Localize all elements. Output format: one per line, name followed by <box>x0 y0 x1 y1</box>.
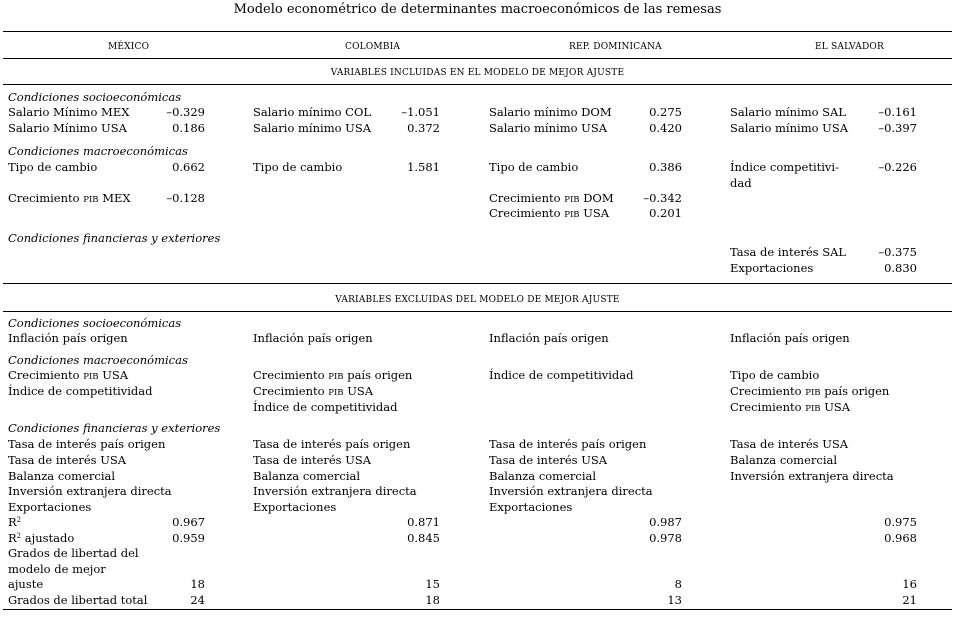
excluded-colombia-fin-item: Tasa de interés país origen <box>253 437 411 451</box>
excluded-colombia-fin-item: Balanza comercial <box>253 468 361 483</box>
included-salvador-label: Índice competitivi- <box>730 160 839 174</box>
excluded-colombia-fin-item: Tasa de interés USA <box>253 452 372 467</box>
included-colombia-value: –1.051 <box>401 105 440 119</box>
included-colombia-label: Salario mínimo USA <box>253 121 372 135</box>
excluded-colombia-macro-item: Crecimiento PIB país origen <box>253 368 413 382</box>
included-dominicana-value: 0.420 <box>649 121 682 135</box>
excluded-dominicana-macro-item: Índice de competitividad <box>489 368 634 382</box>
excluded-mexico-fin-item: Tasa de interés país origen <box>8 437 166 451</box>
excluded-dominicana-fin-item: Tasa de interés país origen <box>489 437 647 451</box>
excluded-salvador-fin-item: Tasa de interés USA <box>730 437 849 451</box>
included-dominicana-label: Crecimiento PIB DOM <box>489 191 614 205</box>
header-rule <box>3 58 952 59</box>
table-title: Modelo econométrico de determinantes macroeconómicos de las remesas <box>233 2 722 17</box>
stat-gl-colombia: 15 <box>425 577 440 591</box>
col-header-colombia: COLOMBIA <box>345 42 401 52</box>
stat-gl_total-colombia: 18 <box>425 593 440 607</box>
stat-r2adj-dominicana: 0.978 <box>649 531 682 545</box>
stat-r2-salvador: 0.975 <box>884 515 917 529</box>
excluded-mexico-fin-item: Inversión extranjera directa <box>8 484 172 499</box>
included-dominicana-label: Crecimiento PIB USA <box>489 206 610 220</box>
group-heading-socio: Condiciones socioeconómicas <box>8 90 182 104</box>
included-dominicana-label: Salario mínimo DOM <box>489 105 612 119</box>
included-colombia-value: 0.372 <box>407 121 440 135</box>
excluded-mexico-socio-item: Inflación país origen <box>8 331 128 345</box>
included-salvador-value: –0.375 <box>878 245 917 259</box>
included-dominicana-label: Tipo de cambio <box>489 160 579 174</box>
included-salvador-label: Exportaciones <box>730 261 814 275</box>
included-salvador-label: Salario mínimo SAL <box>730 105 846 119</box>
section-rule-2 <box>3 311 952 312</box>
group-heading-fin-excl: Condiciones financieras y exteriores <box>8 421 221 435</box>
stat-gl-mexico: 18 <box>190 577 205 591</box>
stat-r2adj-mexico: 0.959 <box>172 531 205 545</box>
stat-gl-salvador: 16 <box>902 577 917 591</box>
excluded-colombia-macro-item: Índice de competitividad <box>253 399 398 414</box>
excluded-dominicana-fin-item: Balanza comercial <box>489 468 597 483</box>
group-heading-macro-excl: Condiciones macroeconómicas <box>8 353 188 367</box>
stat-gl-total-label: Grados de libertad total <box>8 593 148 607</box>
included-mexico-label: Salario Mínimo USA <box>8 121 127 135</box>
included-colombia-label: Tipo de cambio <box>253 160 343 174</box>
top-rule <box>3 31 952 32</box>
included-salvador-value: –0.161 <box>878 105 917 119</box>
stat-gl-label: ajuste <box>8 577 44 591</box>
excluded-mexico-macro-item: Índice de competitividad <box>8 383 153 398</box>
included-dominicana-value: 0.275 <box>649 105 682 119</box>
included-mexico-value: 0.186 <box>172 121 205 135</box>
stat-r2-label: $R^2$ <box>8 515 22 529</box>
excluded-salvador-macro-item: Crecimiento PIB USA <box>730 399 851 414</box>
included-salvador-label: Tasa de interés SAL <box>730 245 847 259</box>
excluded-mexico-fin-item: Exportaciones <box>8 500 92 515</box>
excluded-dominicana-socio-item: Inflación país origen <box>489 331 609 345</box>
included-mexico-value: –0.128 <box>166 191 205 205</box>
included-mexico-value: –0.329 <box>166 105 205 119</box>
included-dominicana-label: Salario mínimo USA <box>489 121 608 135</box>
excluded-salvador-fin-item: Inversión extranjera directa <box>730 468 894 483</box>
stat-r2adj-salvador: 0.968 <box>884 531 917 545</box>
included-dominicana-value: –0.342 <box>643 191 682 205</box>
excluded-colombia-fin-item: Exportaciones <box>253 500 337 515</box>
excluded-salvador-macro-item: Crecimiento PIB país origen <box>730 383 890 398</box>
stat-gl_total-salvador: 21 <box>902 593 917 607</box>
section-included-heading: VARIABLES INCLUIDAS EN EL MODELO DE MEJOR AJUSTE <box>330 68 625 78</box>
included-mexico-label: Crecimiento PIB MEX <box>8 191 131 205</box>
excluded-mexico-fin-item: Tasa de interés USA <box>8 452 127 467</box>
excluded-mexico-macro-item: Crecimiento PIB USA <box>8 368 129 382</box>
included-salvador-value: –0.397 <box>878 121 917 135</box>
excluded-colombia-macro-item: Crecimiento PIB USA <box>253 383 374 398</box>
stat-r2-mexico: 0.967 <box>172 515 205 529</box>
group-heading-fin: Condiciones financieras y exteriores <box>8 231 221 245</box>
group-heading-socio-excl: Condiciones socioeconómicas <box>8 316 182 330</box>
included-mexico-value: 0.662 <box>172 160 205 174</box>
stat-gl_total-dominicana: 13 <box>667 593 682 607</box>
stat-gl-dominicana: 8 <box>674 577 682 591</box>
group-heading-macro: Condiciones macroeconómicas <box>8 144 188 158</box>
stat-r2-dominicana: 0.987 <box>649 515 682 529</box>
included-mexico-label: Tipo de cambio <box>8 160 98 174</box>
included-salvador-value: –0.226 <box>878 160 917 174</box>
section-rule-1 <box>3 84 952 85</box>
bottom-rule <box>3 609 952 610</box>
stat-r2adj-colombia: 0.845 <box>407 531 440 545</box>
excluded-salvador-socio-item: Inflación país origen <box>730 331 850 345</box>
excluded-colombia-socio-item: Inflación país origen <box>253 331 373 345</box>
stat-gl_total-mexico: 24 <box>190 593 205 607</box>
stat-r2adj-label: $R^2$ ajustado <box>8 531 75 545</box>
mid-rule <box>3 283 952 284</box>
excluded-salvador-macro-item: Tipo de cambio <box>730 368 820 382</box>
included-salvador-value: 0.830 <box>884 261 917 275</box>
col-header-mexico: MÉXICO <box>108 42 150 52</box>
excluded-dominicana-fin-item: Inversión extranjera directa <box>489 484 653 499</box>
included-dominicana-value: 0.201 <box>649 206 682 220</box>
excluded-colombia-fin-item: Inversión extranjera directa <box>253 484 417 499</box>
stat-gl-label: modelo de mejor <box>8 561 106 576</box>
excluded-salvador-fin-item: Balanza comercial <box>730 452 838 467</box>
stat-r2-colombia: 0.871 <box>407 515 440 529</box>
excluded-mexico-fin-item: Balanza comercial <box>8 468 116 483</box>
excluded-dominicana-fin-item: Tasa de interés USA <box>489 452 608 467</box>
included-colombia-value: 1.581 <box>407 160 440 174</box>
included-salvador-label: Salario mínimo USA <box>730 121 849 135</box>
included-dominicana-value: 0.386 <box>649 160 682 174</box>
included-colombia-label: Salario mínimo COL <box>253 105 372 119</box>
excluded-dominicana-fin-item: Exportaciones <box>489 500 573 515</box>
stat-gl-label: Grados de libertad del <box>8 546 139 560</box>
section-excluded-heading: VARIABLES EXCLUIDAS DEL MODELO DE MEJOR AJUSTE <box>335 295 620 305</box>
col-header-salvador: EL SALVADOR <box>815 42 884 52</box>
included-mexico-label: Salario Mínimo MEX <box>8 105 130 119</box>
included-salvador-label-cont: dad <box>730 176 752 190</box>
col-header-dominicana: REP. DOMINICANA <box>569 42 662 52</box>
